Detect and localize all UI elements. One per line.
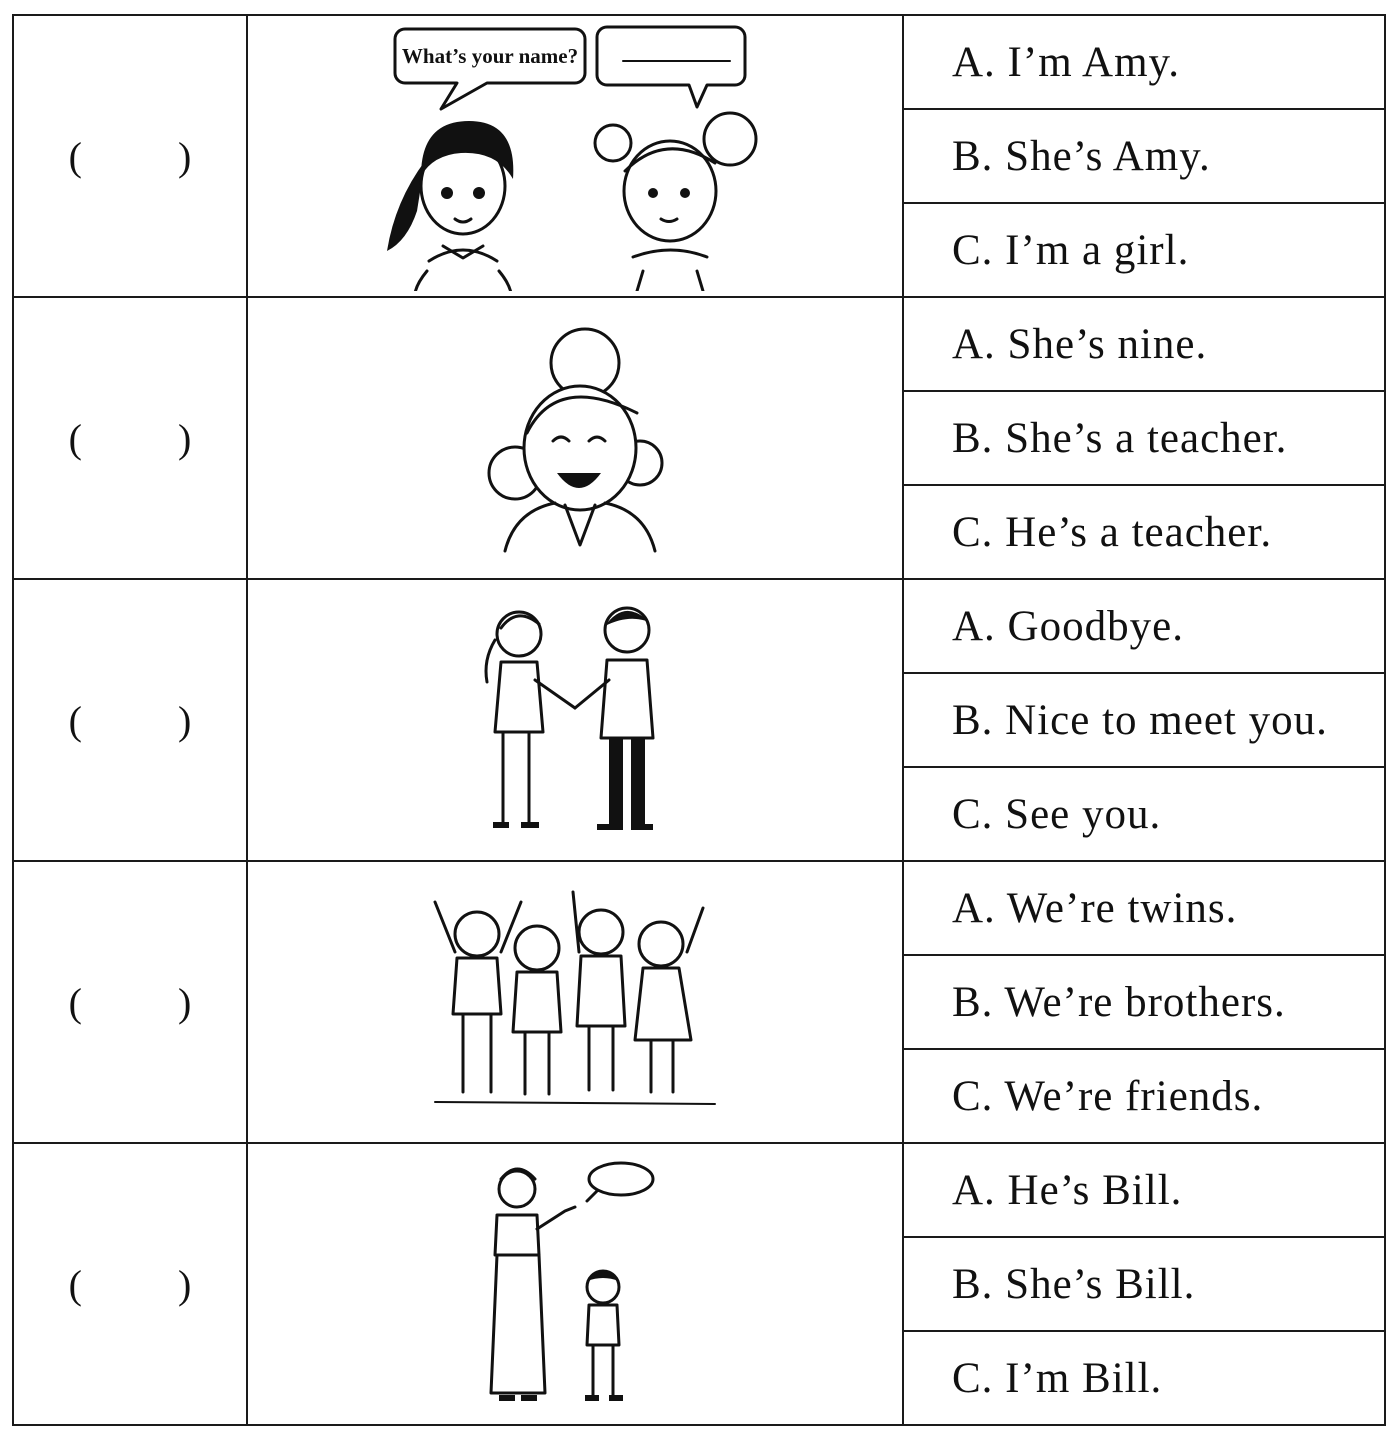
picture-cell-3 [247,579,903,861]
child-figure-4 [635,908,703,1092]
option-3a[interactable]: A. Goodbye. [903,579,1385,673]
girl-puffy-hair-figure [595,113,756,291]
girls-meeting-illustration [385,21,765,291]
left-speech-bubble [395,29,585,109]
option-1c[interactable]: C. I’m a girl. [903,203,1385,297]
teacher-and-boy-illustration [485,1159,665,1409]
question-row-3 [13,579,1385,673]
picture-cell-5 [247,1143,903,1425]
option-1b[interactable]: B. She’s Amy. [903,109,1385,203]
question-row-5 [13,1143,1385,1237]
picture-cell-2 [247,297,903,579]
option-2a[interactable]: A. She’s nine. [903,297,1385,391]
option-5c[interactable]: C. I’m Bill. [903,1331,1385,1425]
picture-cell-1 [247,15,903,297]
option-4a[interactable]: A. We’re twins. [903,861,1385,955]
man-figure [575,608,653,830]
woman-figure [486,612,575,828]
worksheet-table [12,14,1386,1426]
child-figure-2 [513,926,561,1094]
girl-ponytail-figure [387,121,513,291]
smiling-woman-illustration [475,323,675,553]
answer-bracket-4[interactable]: ( ) [13,861,247,1143]
option-1a[interactable]: A. I’m Amy. [903,15,1385,109]
question-row-2 [13,297,1385,391]
option-5a[interactable]: A. He’s Bill. [903,1143,1385,1237]
picture-cell-4 [247,861,903,1143]
child-figure-1 [435,902,521,1092]
child-figure-3 [573,892,625,1090]
cheering-children-illustration [425,882,725,1122]
option-5b[interactable]: B. She’s Bill. [903,1237,1385,1331]
option-4b[interactable]: B. We’re brothers. [903,955,1385,1049]
question-row-4 [13,861,1385,955]
woman-teacher-figure [491,1169,575,1401]
question-row-1 [13,15,1385,109]
answer-bracket-2[interactable]: ( ) [13,297,247,579]
boy-bill-figure [585,1271,623,1401]
answer-bracket-1[interactable]: ( ) [13,15,247,297]
option-2b[interactable]: B. She’s a teacher. [903,391,1385,485]
empty-speech-bubble [589,1163,653,1195]
option-4c[interactable]: C. We’re friends. [903,1049,1385,1143]
option-3b[interactable]: B. Nice to meet you. [903,673,1385,767]
option-2c[interactable]: C. He’s a teacher. [903,485,1385,579]
answer-bracket-3[interactable]: ( ) [13,579,247,861]
bubble-question: What’s your name? [401,44,579,68]
answer-bracket-5[interactable]: ( ) [13,1143,247,1425]
handshake-illustration [475,600,675,840]
right-speech-bubble [597,27,745,107]
option-3c[interactable]: C. See you. [903,767,1385,861]
